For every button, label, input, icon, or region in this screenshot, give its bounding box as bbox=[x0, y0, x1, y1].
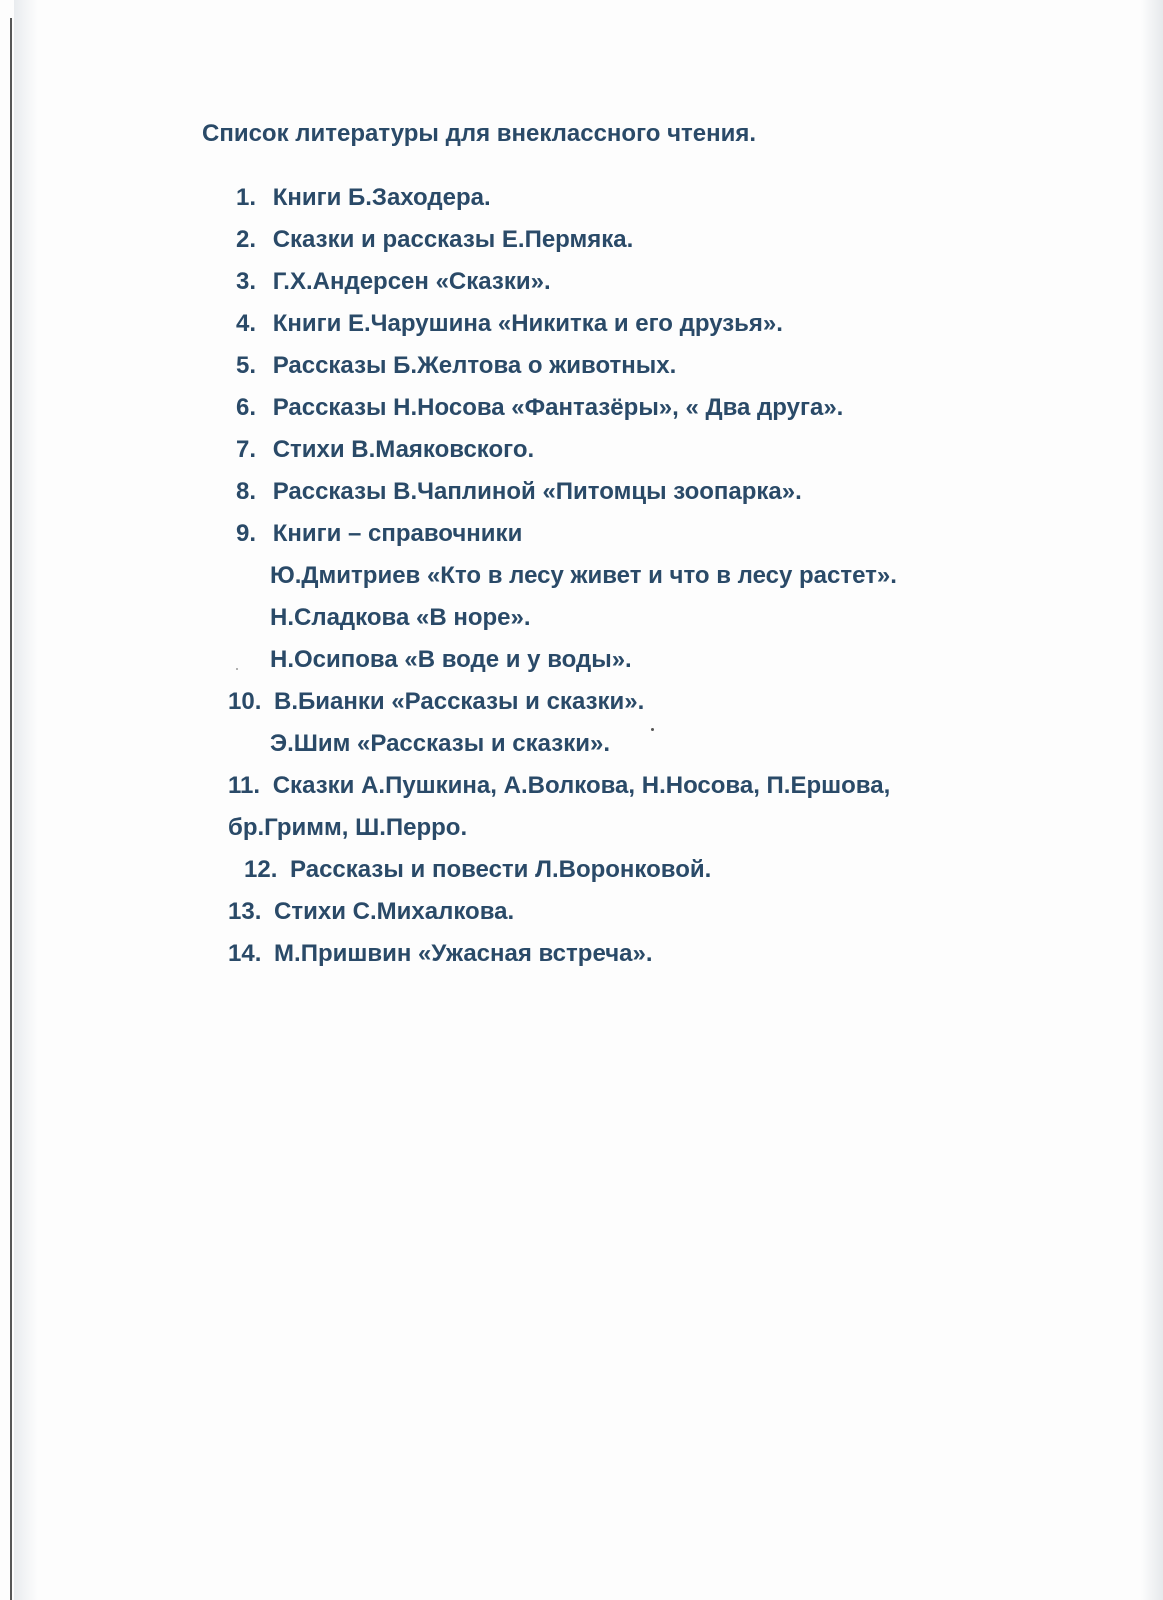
list-item-text: Г.Х.Андерсен «Сказки». bbox=[272, 268, 551, 295]
list-item-number: 14. bbox=[228, 940, 262, 967]
list-item bbox=[236, 268, 551, 296]
list-item bbox=[228, 898, 514, 926]
list-item bbox=[228, 772, 890, 800]
list-subitem: Н.Сладкова «В норе». bbox=[270, 604, 531, 631]
list-item-number: 10. bbox=[228, 688, 262, 715]
list-item bbox=[244, 856, 711, 884]
list-item-text: Сказки А.Пушкина, А.Волкова, Н.Носова, П.Ершова, bbox=[272, 772, 891, 799]
list-item-number: 11. bbox=[228, 772, 261, 799]
list-item bbox=[236, 184, 491, 212]
list-item-text: Рассказы В.Чаплиной «Питомцы зоопарка». bbox=[272, 478, 802, 505]
list-item-text: М.Пришвин «Ужасная встреча». bbox=[274, 940, 653, 967]
list-subitem: Ю.Дмитриев «Кто в лесу живет и что в лесу растет». bbox=[270, 562, 897, 589]
list-item-number: 4. bbox=[236, 310, 257, 337]
list-item bbox=[236, 226, 633, 254]
list-item bbox=[236, 436, 534, 464]
list-item bbox=[236, 310, 783, 338]
list-item bbox=[236, 520, 522, 548]
list-item-number: 1. bbox=[236, 184, 257, 211]
list-item-text: Рассказы и повести Л.Воронковой. bbox=[290, 856, 712, 883]
list-item bbox=[228, 940, 653, 968]
scan-shadow-left bbox=[14, 0, 38, 1600]
list-item-text: Рассказы Б.Желтова о животных. bbox=[272, 352, 677, 379]
list-item-text: Книги Е.Чарушина «Никитка и его друзья». bbox=[272, 310, 783, 337]
list-item-number: 6. bbox=[236, 394, 257, 421]
list-item-number: 12. bbox=[244, 856, 278, 883]
list-item-number: 3. bbox=[236, 268, 257, 295]
scan-edge-line bbox=[10, 18, 12, 1600]
list-item-text: Сказки и рассказы Е.Пермяка. bbox=[272, 226, 634, 253]
document-title: Список литературы для внеклассного чтения. bbox=[202, 120, 757, 147]
list-item-number: 13. bbox=[228, 898, 262, 925]
scan-speck bbox=[651, 728, 654, 731]
list-item-text: Книги Б.Заходера. bbox=[272, 184, 491, 211]
list-item-number: 2. bbox=[236, 226, 257, 253]
list-item-text: Стихи С.Михалкова. bbox=[274, 898, 515, 925]
list-item bbox=[236, 352, 676, 380]
list-item-text: Рассказы Н.Носова «Фантазёры», « Два друга». bbox=[272, 394, 844, 421]
list-subitem: Н.Осипова «В воде и у воды». bbox=[270, 646, 632, 673]
list-item-text: Книги – справочники bbox=[272, 520, 523, 547]
list-subitem: Э.Шим «Рассказы и сказки». bbox=[270, 730, 610, 757]
list-item-number: 9. bbox=[236, 520, 257, 547]
list-item bbox=[236, 394, 843, 422]
scan-shadow-right bbox=[1141, 0, 1163, 1600]
list-item-number: 8. bbox=[236, 478, 257, 505]
list-item bbox=[236, 478, 802, 506]
list-item-number: 5. bbox=[236, 352, 257, 379]
list-item-text: Стихи В.Маяковского. bbox=[272, 436, 535, 463]
list-item-number: 7. bbox=[236, 436, 257, 463]
list-item-text: В.Бианки «Рассказы и сказки». bbox=[274, 688, 645, 715]
list-item-continuation: бр.Гримм, Ш.Перро. bbox=[228, 814, 468, 841]
list-item bbox=[228, 688, 644, 716]
scan-speck bbox=[236, 668, 238, 670]
